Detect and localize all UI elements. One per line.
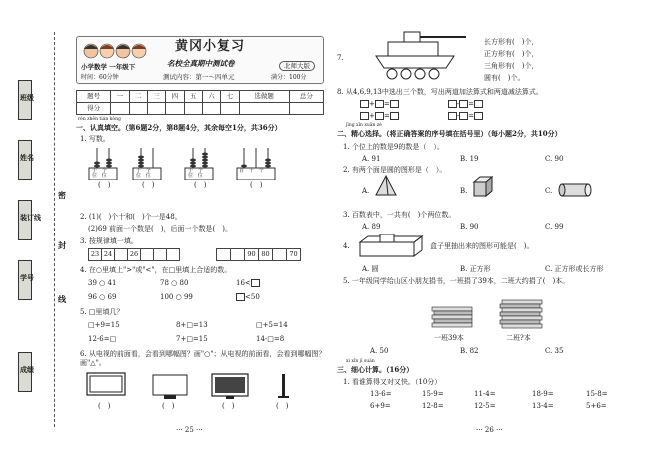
page-number-right: ··· 26 ··· (476, 426, 503, 434)
q8-eq-2: + = - = (360, 110, 483, 122)
c3-text: 3. 百数表中，一共有( )个两位数。 (343, 211, 456, 219)
score-total-label: 满分：100分 (271, 74, 307, 81)
compare-3: 16< (236, 279, 260, 288)
c1-option-a: A. 91 (362, 155, 381, 163)
c4-text: 盒子里抽出来的图形可能是( )。 (430, 242, 534, 250)
exam-subtitle: 名校全真期中测试卷 (167, 59, 235, 68)
tv-answer-2: ( ) (162, 402, 175, 410)
shape-count-list (484, 36, 538, 84)
content-label: 测试内容：第一～四单元 (163, 73, 235, 81)
binding-label-line: 装订线 (20, 214, 41, 222)
c4-option-b: B. 正方形 (460, 265, 491, 273)
cartoon-kids-icon (81, 39, 149, 61)
section-3-title: 三、细心计算。（16分） (337, 365, 414, 374)
calc-item: 11-4= (474, 390, 496, 398)
c2-option-a: A. (362, 187, 370, 195)
sequence-1 (88, 248, 180, 261)
c2-text: 2. 有两个面是圆的图形是（ ）。 (343, 166, 447, 174)
tank-figure-icon (370, 28, 470, 84)
pyramid-icon (374, 175, 398, 199)
c5-text: 5. 一年级同学给山区小朋友捐书，一班捐了39本，二班大约捐了( )本。 (343, 277, 570, 285)
book-label-1: 一班39本 (434, 334, 464, 342)
tv-answer-3: ( ) (222, 402, 235, 410)
c4-option-c: C. 正方形或长方形 (545, 265, 604, 273)
box-figure-icon (356, 234, 426, 258)
compare-1: 39 ○ 41 (88, 279, 117, 287)
fill-3: □+5=14 (256, 321, 288, 329)
time-label: 时间：60分钟 (81, 74, 119, 81)
score-head: 选做题 (239, 91, 289, 103)
fill-6: 14-□=8 (256, 335, 285, 343)
count-circle: 圆有( )个。 (484, 74, 525, 82)
c1-option-c: C. 90 (545, 155, 564, 163)
abacus-4-label: 百 十 个 (239, 168, 264, 174)
score-head: 二 (129, 91, 147, 103)
cube-icon (472, 176, 494, 198)
calc-item: 13-4= (532, 402, 554, 410)
abacus-2-label: 十 个 位 位 (136, 168, 151, 179)
binding-xian: 线 (58, 294, 66, 304)
binding-label-number: 学号 (20, 274, 34, 282)
score-cell[interactable] (147, 103, 165, 115)
seq-blank[interactable] (231, 249, 245, 261)
c5-option-b: B. 82 (460, 347, 479, 355)
score-cell[interactable] (289, 103, 323, 115)
seq-cell: 23 (89, 249, 102, 261)
score-head: 总分 (289, 91, 323, 103)
calc-item: 5+6= (586, 402, 607, 410)
abacus-4 (236, 146, 276, 180)
binding-dashed-line (54, 32, 55, 427)
pinyin-2: jīng xīn xuǎn zé (346, 123, 382, 128)
seq-cell: 80 (259, 249, 273, 261)
tv-view-3-icon (210, 372, 250, 400)
binding-label-name: 姓名 (20, 154, 34, 162)
score-head: 五 (184, 91, 202, 103)
subject-label: 小学数学 一年级下 (81, 63, 136, 71)
fill-5: 7+□=15 (176, 335, 208, 343)
compare-6: <50 (236, 293, 260, 302)
tv-view-2-icon (150, 372, 190, 400)
calc-item: 6+9= (370, 402, 391, 410)
c5-option-c: C. 35 (545, 347, 564, 355)
page-number-left: ··· 25 ··· (176, 426, 203, 434)
tv-answer-4: ( ) (276, 402, 289, 410)
q8-eq-1: + = - = (360, 98, 483, 110)
fill-2: 8+□=13 (176, 321, 208, 329)
calc-item: 12-8= (422, 402, 444, 410)
abacus-3-label: 十 个 位 位 (188, 168, 203, 179)
calc-item: 18-9= (532, 390, 554, 398)
c4-option-a: A. 圆 (362, 265, 379, 273)
score-table (76, 90, 324, 115)
seq-blank[interactable] (167, 249, 180, 261)
q5-text: 5. □里填几？ (80, 308, 124, 316)
q2b-text: (2)69 前面一个数是( )，后面一个数是( )。 (88, 225, 232, 233)
seq-blank[interactable] (141, 249, 154, 261)
score-head: 四 (166, 91, 184, 103)
c3-option-a: A. 89 (362, 223, 381, 231)
score-cell[interactable] (184, 103, 202, 115)
pinyin-3: xì xīn jì suàn (346, 359, 375, 364)
seq-blank[interactable] (217, 249, 231, 261)
header-banner (76, 36, 324, 84)
calc-item: 13-6= (370, 390, 392, 398)
seq-cell: 24 (102, 249, 115, 261)
c3-option-b: B. 90 (460, 223, 479, 231)
tv-views (86, 372, 330, 412)
c3-option-c: C. 99 (545, 223, 564, 231)
seq-blank[interactable] (273, 249, 287, 261)
compare-5: 100 ○ 99 (160, 293, 193, 301)
abacus-answer-4: ( ) (250, 181, 263, 189)
fill-4: 12-6=□ (88, 335, 117, 343)
count-rectangle: 长方形有( )个， (484, 38, 539, 46)
score-cell[interactable] (239, 103, 289, 115)
pinyin-1: rèn zhēn tián kòng (78, 117, 121, 122)
calc-item: 15-8= (586, 390, 608, 398)
score-cell[interactable] (221, 103, 239, 115)
book-stack-1-icon (430, 303, 474, 331)
book-stack-2-icon (498, 298, 546, 332)
abacus-answer-3: ( ) (194, 181, 207, 189)
score-row-label: 得分 (77, 103, 111, 115)
c2-option-b: B. (460, 187, 468, 195)
compare-4: 96 ○ 69 (88, 293, 117, 301)
q8-equations (360, 98, 483, 122)
q3-text: 3. 按规律填一填。 (80, 237, 138, 245)
binding-label-class: 班级 (20, 94, 34, 102)
sequence-2 (216, 248, 301, 261)
seq-cell: 26 (128, 249, 141, 261)
q7-text: 7. (337, 54, 344, 62)
seq-blank[interactable] (115, 249, 128, 261)
c1-text: 1. 个位上的数是9的数是（ ）。 (343, 143, 444, 151)
compare-2: 78 ○ 80 (160, 279, 189, 287)
calc-title: 1. 看谁算得又对又快。（10分） (343, 378, 442, 386)
calc-item: 15-9= (422, 390, 444, 398)
tv-answer-1: ( ) (98, 402, 111, 410)
count-square: 正方形有( )个， (484, 50, 539, 58)
c5-option-a: A. 50 (370, 347, 389, 355)
c2-option-c: C. (545, 187, 553, 195)
c1-option-b: B. 19 (460, 155, 479, 163)
abacus-answer-1: ( ) (98, 181, 111, 189)
score-cell[interactable] (166, 103, 184, 115)
book-label-2: 二班?本 (506, 334, 531, 342)
abacus-answer-2: ( ) (142, 181, 155, 189)
fill-1: □+9=15 (88, 321, 120, 329)
score-head: 题号 (77, 91, 111, 103)
c4-number: 4. (343, 242, 350, 250)
tv-view-1-icon (86, 372, 126, 400)
count-triangle: 三角形有( )个， (484, 62, 539, 70)
score-head: 七 (221, 91, 239, 103)
section-1-title: 一、认真填空。（第6题2分，第8题4分，其余每空1分，共36分） (76, 123, 282, 132)
abacus-1-label: 十 个 位 位 (92, 168, 107, 179)
score-cell[interactable] (202, 103, 220, 115)
binding-mi: 密 (58, 190, 66, 200)
q2a-text: 2. (1)( )个十和( )个一是48。 (80, 213, 182, 221)
abacus-group (88, 146, 328, 189)
edition-label: 北师大版 (279, 61, 315, 71)
seq-cell: 90 (245, 249, 259, 261)
score-head: 一 (111, 91, 129, 103)
score-head: 三 (147, 91, 165, 103)
binding-label-score: 成绩 (20, 366, 34, 374)
brand-title: 黄冈小复习 (175, 39, 246, 54)
q4-text: 4. 在○里填上">"或"<"，在□里填上合适的数。 (80, 266, 232, 274)
q1-text: 1. 写数。 (80, 135, 110, 143)
seq-cell: 70 (287, 249, 301, 261)
cylinder-icon (558, 182, 594, 198)
q8-text: 8. 从4,6,9,13中选出三个数，写出两道加法算式和两道减法算式。 (337, 88, 543, 96)
q6-text: 6. 从电视的前面看，会看到哪幅图？画"○"；从电视的前面看，会看到哪幅图？画"△"。 (80, 350, 326, 367)
calc-item: 12-5= (474, 402, 496, 410)
score-head: 六 (202, 91, 220, 103)
tv-view-4-icon (270, 372, 300, 400)
score-cell[interactable] (129, 103, 147, 115)
binding-feng: 封 (58, 240, 66, 250)
section-2-title: 二、精心选择。（将正确答案的序号填在括号里）（每小题2分，共10分） (337, 129, 562, 138)
seq-blank[interactable] (154, 249, 167, 261)
score-cell[interactable] (111, 103, 129, 115)
binding-strip (10, 32, 72, 427)
